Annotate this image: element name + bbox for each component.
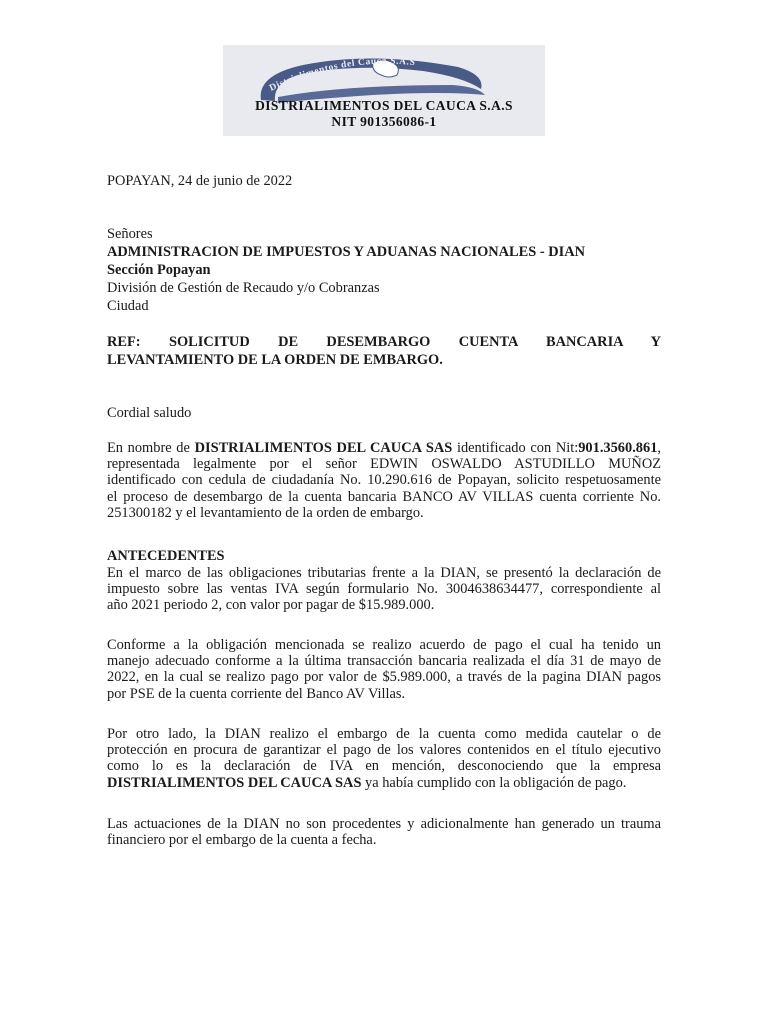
- place-date: POPAYAN, 24 de junio de 2022: [107, 173, 293, 189]
- paragraph-line: Por otro lado, la DIAN realizo el embargo de la cuenta como medida cautelar o de: [107, 726, 661, 742]
- paragraph-line: identificado con cedula de ciudadanía No. 10.290.616 de Popayan, solicito respetuosamente: [107, 472, 661, 489]
- paragraph-request: [107, 440, 661, 521]
- paragraph-line: representada legalmente por el señor EDWIN OSWALDO ASTUDILLO MUÑOZ: [107, 456, 661, 473]
- paragraph-line: 2022, en la cual se realizo pago por valor de $5.989.000, a través de la pagina DIAN pagos: [107, 669, 661, 686]
- paragraph-line: 251300182 y el levantamiento de la orden de embargo.: [107, 504, 424, 521]
- paragraph-line: manejo adecuado conforme a la última transacción bancaria realizada el día 31 de mayo de: [107, 653, 661, 670]
- paragraph-line: En nombre de DISTRIALIMENTOS DEL CAUCA SAS identificado con Nit:901.3560.861,: [107, 440, 661, 456]
- paragraph-conclusion: [107, 816, 661, 848]
- company-logo: [223, 45, 545, 136]
- greeting: Cordial saludo: [107, 405, 192, 421]
- paragraph-line: año 2021 periodo 2, con valor por pagar de $15.989.000.: [107, 597, 435, 614]
- salutation-to: Señores: [107, 226, 153, 242]
- paragraph-line: Las actuaciones de la DIAN no son procedentes y adicionalmente han generado un trauma: [107, 816, 661, 832]
- logo-nit: NIT 901356086-1: [331, 114, 437, 129]
- paragraph-payment-agreement: [107, 637, 661, 702]
- recipient-division: División de Gestión de Recaudo y/o Cobranzas: [107, 280, 380, 296]
- paragraph-line: impuesto sobre las ventas IVA según formulario No. 3004638634477, correspondiente al: [107, 581, 661, 598]
- reference-line-2: LEVANTAMIENTO DE LA ORDEN DE EMBARGO.: [107, 352, 443, 368]
- paragraph-embargo: [107, 726, 661, 791]
- recipient-section: Sección Popayan: [107, 262, 211, 278]
- paragraph-line: por PSE de la cuenta corriente del Banco AV Villas.: [107, 685, 406, 702]
- logo-arc-text: Distrialimentos del Cauca S.A.S: [268, 56, 416, 94]
- paragraph-line: protección en procura de garantizar el pago de los valores contenidos en el título ejecutivo: [107, 742, 661, 759]
- paragraph-antecedentes: [107, 565, 661, 614]
- reference-line-1: REF: SOLICITUD DE DESEMBARGO CUENTA BANCARIA Y: [107, 334, 661, 350]
- reference-block: [107, 333, 661, 369]
- section-heading-antecedentes: ANTECEDENTES: [107, 548, 225, 564]
- paragraph-line: Conforme a la obligación mencionada se realizo acuerdo de pago el cual ha tenido un: [107, 637, 661, 653]
- paragraph-line: el proceso de desembargo de la cuenta bancaria BANCO AV VILLAS cuenta corriente No.: [107, 488, 661, 505]
- recipient-city: Ciudad: [107, 298, 149, 314]
- paragraph-line: DISTRIALIMENTOS DEL CAUCA SAS ya había cumplido con la obligación de pago.: [107, 774, 627, 791]
- paragraph-line: como lo es la declaración de IVA en mención, desconociendo que la empresa: [107, 758, 661, 775]
- logo-company-name: DISTRIALIMENTOS DEL CAUCA S.A.S: [255, 98, 513, 113]
- paragraph-line: En el marco de las obligaciones tributarias frente a la DIAN, se presentó la declaración de: [107, 565, 661, 581]
- paragraph-line: financiero por el embargo de la cuenta a fecha.: [107, 832, 377, 849]
- recipient-org: ADMINISTRACION DE IMPUESTOS Y ADUANAS NACIONALES - DIAN: [107, 244, 586, 260]
